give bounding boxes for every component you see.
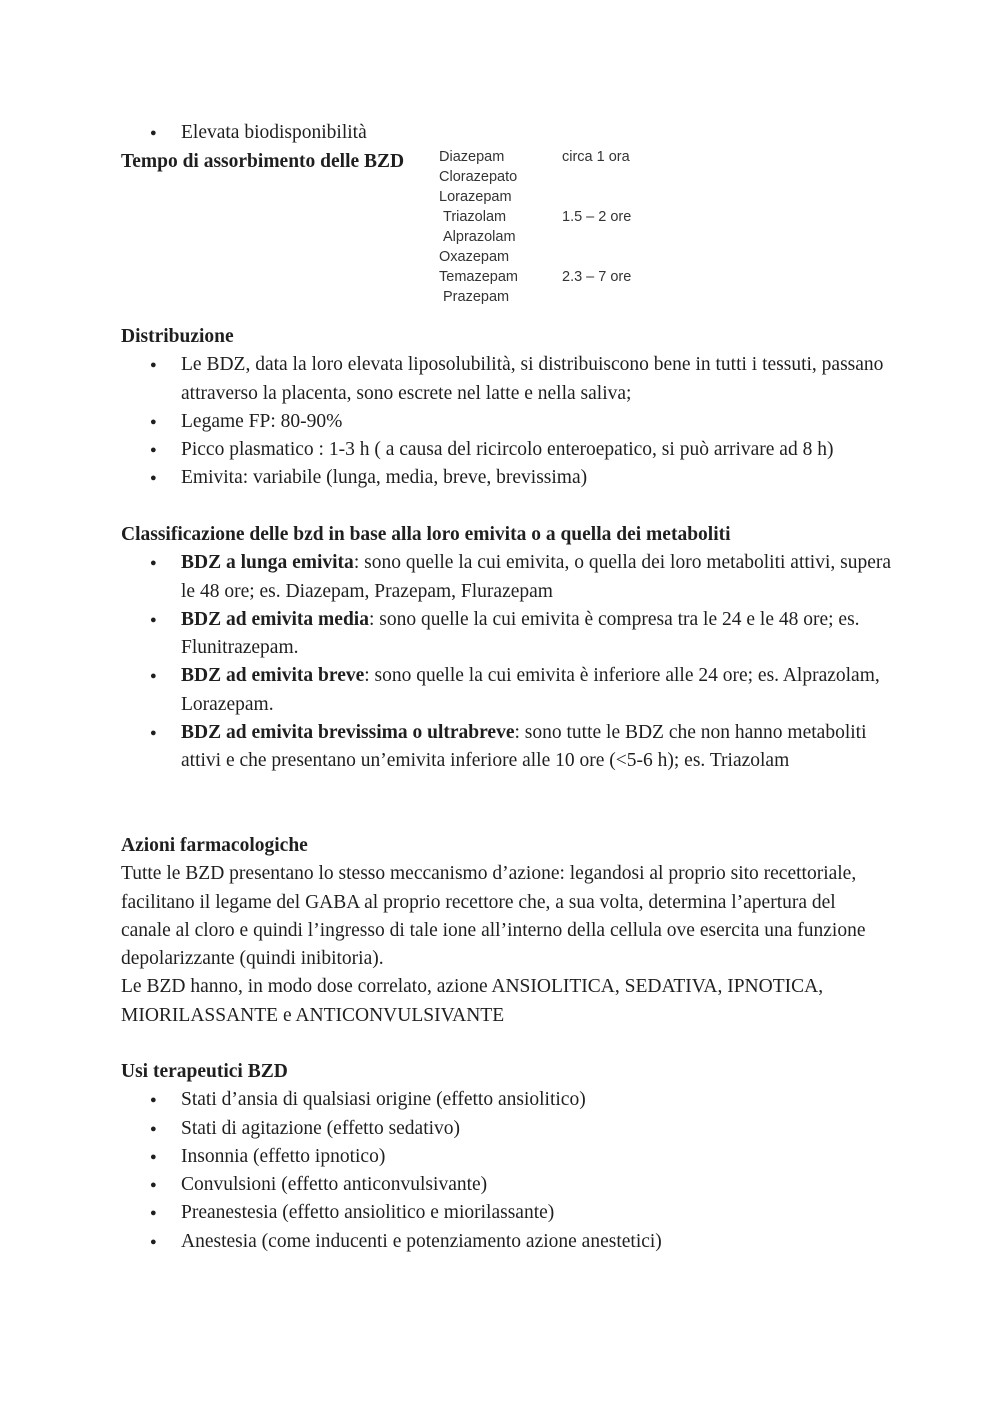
term: BDZ ad emivita media (181, 608, 369, 630)
classification-section (121, 521, 891, 776)
list-item: ● Le BDZ, data la loro elevata liposolubilità, si distribuiscono bene in tutti i tessuti, passano attraverso la placenta, sono escrete nel latte e nella saliva; (121, 351, 891, 408)
actions-section (121, 832, 866, 1030)
absorption-time: 1.5 – 2 ore (562, 209, 632, 225)
classification-list (121, 549, 891, 775)
actions-paragraph: Tutte le BZD presentano lo stesso meccanismo d’azione: legandosi al proprio sito recettoriale, facilitano il legame del GABA al proprio recettore che, a sua volta, determina l’apertura del canale al cloro e quindi l’ingresso di tale ione all’interno della cellula ove esercita una funzione depolarizzante (quindi inibitoria). (121, 863, 866, 970)
distribution-section (121, 323, 891, 493)
list-item: ● Legame FP: 80-90% (121, 408, 891, 436)
list-item: ● Emivita: variabile (lunga, media, breve, brevissima) (121, 464, 891, 492)
absorption-heading: Tempo di assorbimento delle BZD (121, 151, 405, 172)
list-item: ● Preanestesia (effetto ansiolitico e miorilassante) (121, 1199, 891, 1227)
uses-section (121, 1058, 891, 1256)
drug-name: Alprazolam (443, 229, 516, 245)
absorption-time: circa 1 ora (562, 149, 630, 165)
list-item: ● Convulsioni (effetto anticonvulsivante) (121, 1171, 891, 1199)
list-item: ● Picco plasmatico : 1-3 h ( a causa del ricircolo enteroepatico, si può arrivare ad 8 h) (121, 436, 891, 464)
list-item (121, 662, 891, 719)
definition: : sono quelle la cui emivita, o quella dei loro metaboliti attivi, supera le 48 ore; es. Diazepam, Prazepam, Flurazepam (181, 552, 892, 602)
list-item (121, 549, 891, 606)
list-item: ● Stati di agitazione (effetto sedativo) (121, 1115, 891, 1143)
distribution-heading: Distribuzione (121, 326, 234, 347)
definition: : sono quelle la cui emivita è inferiore alle 24 ore; es. Alprazolam, Lorazepam. (181, 665, 880, 715)
drug-name: Clorazepato (439, 169, 518, 185)
list-item (121, 719, 891, 776)
list-item: ● Elevata biodisponibilità (121, 119, 891, 147)
distribution-list (121, 351, 891, 492)
intro-bullet-list (121, 119, 891, 147)
uses-heading: Usi terapeutici BZD (121, 1061, 288, 1082)
definition: : sono tutte le BDZ che non hanno metaboliti attivi e che presentano un’emivita inferiore alle 10 ore (<5-6 h); es. Triazolam (181, 722, 867, 772)
drug-name: Prazepam (443, 289, 510, 305)
definition: : sono quelle la cui emivita è compresa tra le 24 e le 48 ore; es. Flunitrazepam. (181, 608, 860, 659)
drug-name: Lorazepam (439, 189, 512, 205)
list-item: ● Insonnia (effetto ipnotico) (121, 1143, 891, 1171)
term: BDZ ad emivita breve (181, 665, 365, 687)
drug-name: Triazolam (443, 209, 507, 225)
actions-heading: Azioni farmacologiche (121, 835, 308, 856)
list-item: ● Stati d’ansia di qualsiasi origine (effetto ansiolitico) (121, 1086, 891, 1114)
drug-name: Oxazepam (439, 249, 510, 265)
drug-name: Temazepam (439, 269, 518, 285)
list-item: ● Anestesia (come inducenti e potenziamento azione anestetici) (121, 1228, 891, 1256)
uses-list (121, 1086, 891, 1256)
term: BDZ a lunga emivita (181, 552, 354, 574)
actions-paragraph: Le BZD hanno, in modo dose correlato, azione ANSIOLITICA, SEDATIVA, IPNOTICA, MIORILASSANTE e ANTICONVULSIVANTE (121, 976, 824, 1026)
intro-list-block (121, 119, 891, 147)
absorption-time: 2.3 – 7 ore (562, 269, 632, 285)
term: BDZ ad emivita brevissima o ultrabreve (181, 722, 515, 744)
classification-heading: Classificazione delle bzd in base alla loro emivita o a quella dei metaboliti (121, 524, 731, 545)
list-item (121, 606, 891, 663)
drug-name: Diazepam (439, 149, 505, 165)
